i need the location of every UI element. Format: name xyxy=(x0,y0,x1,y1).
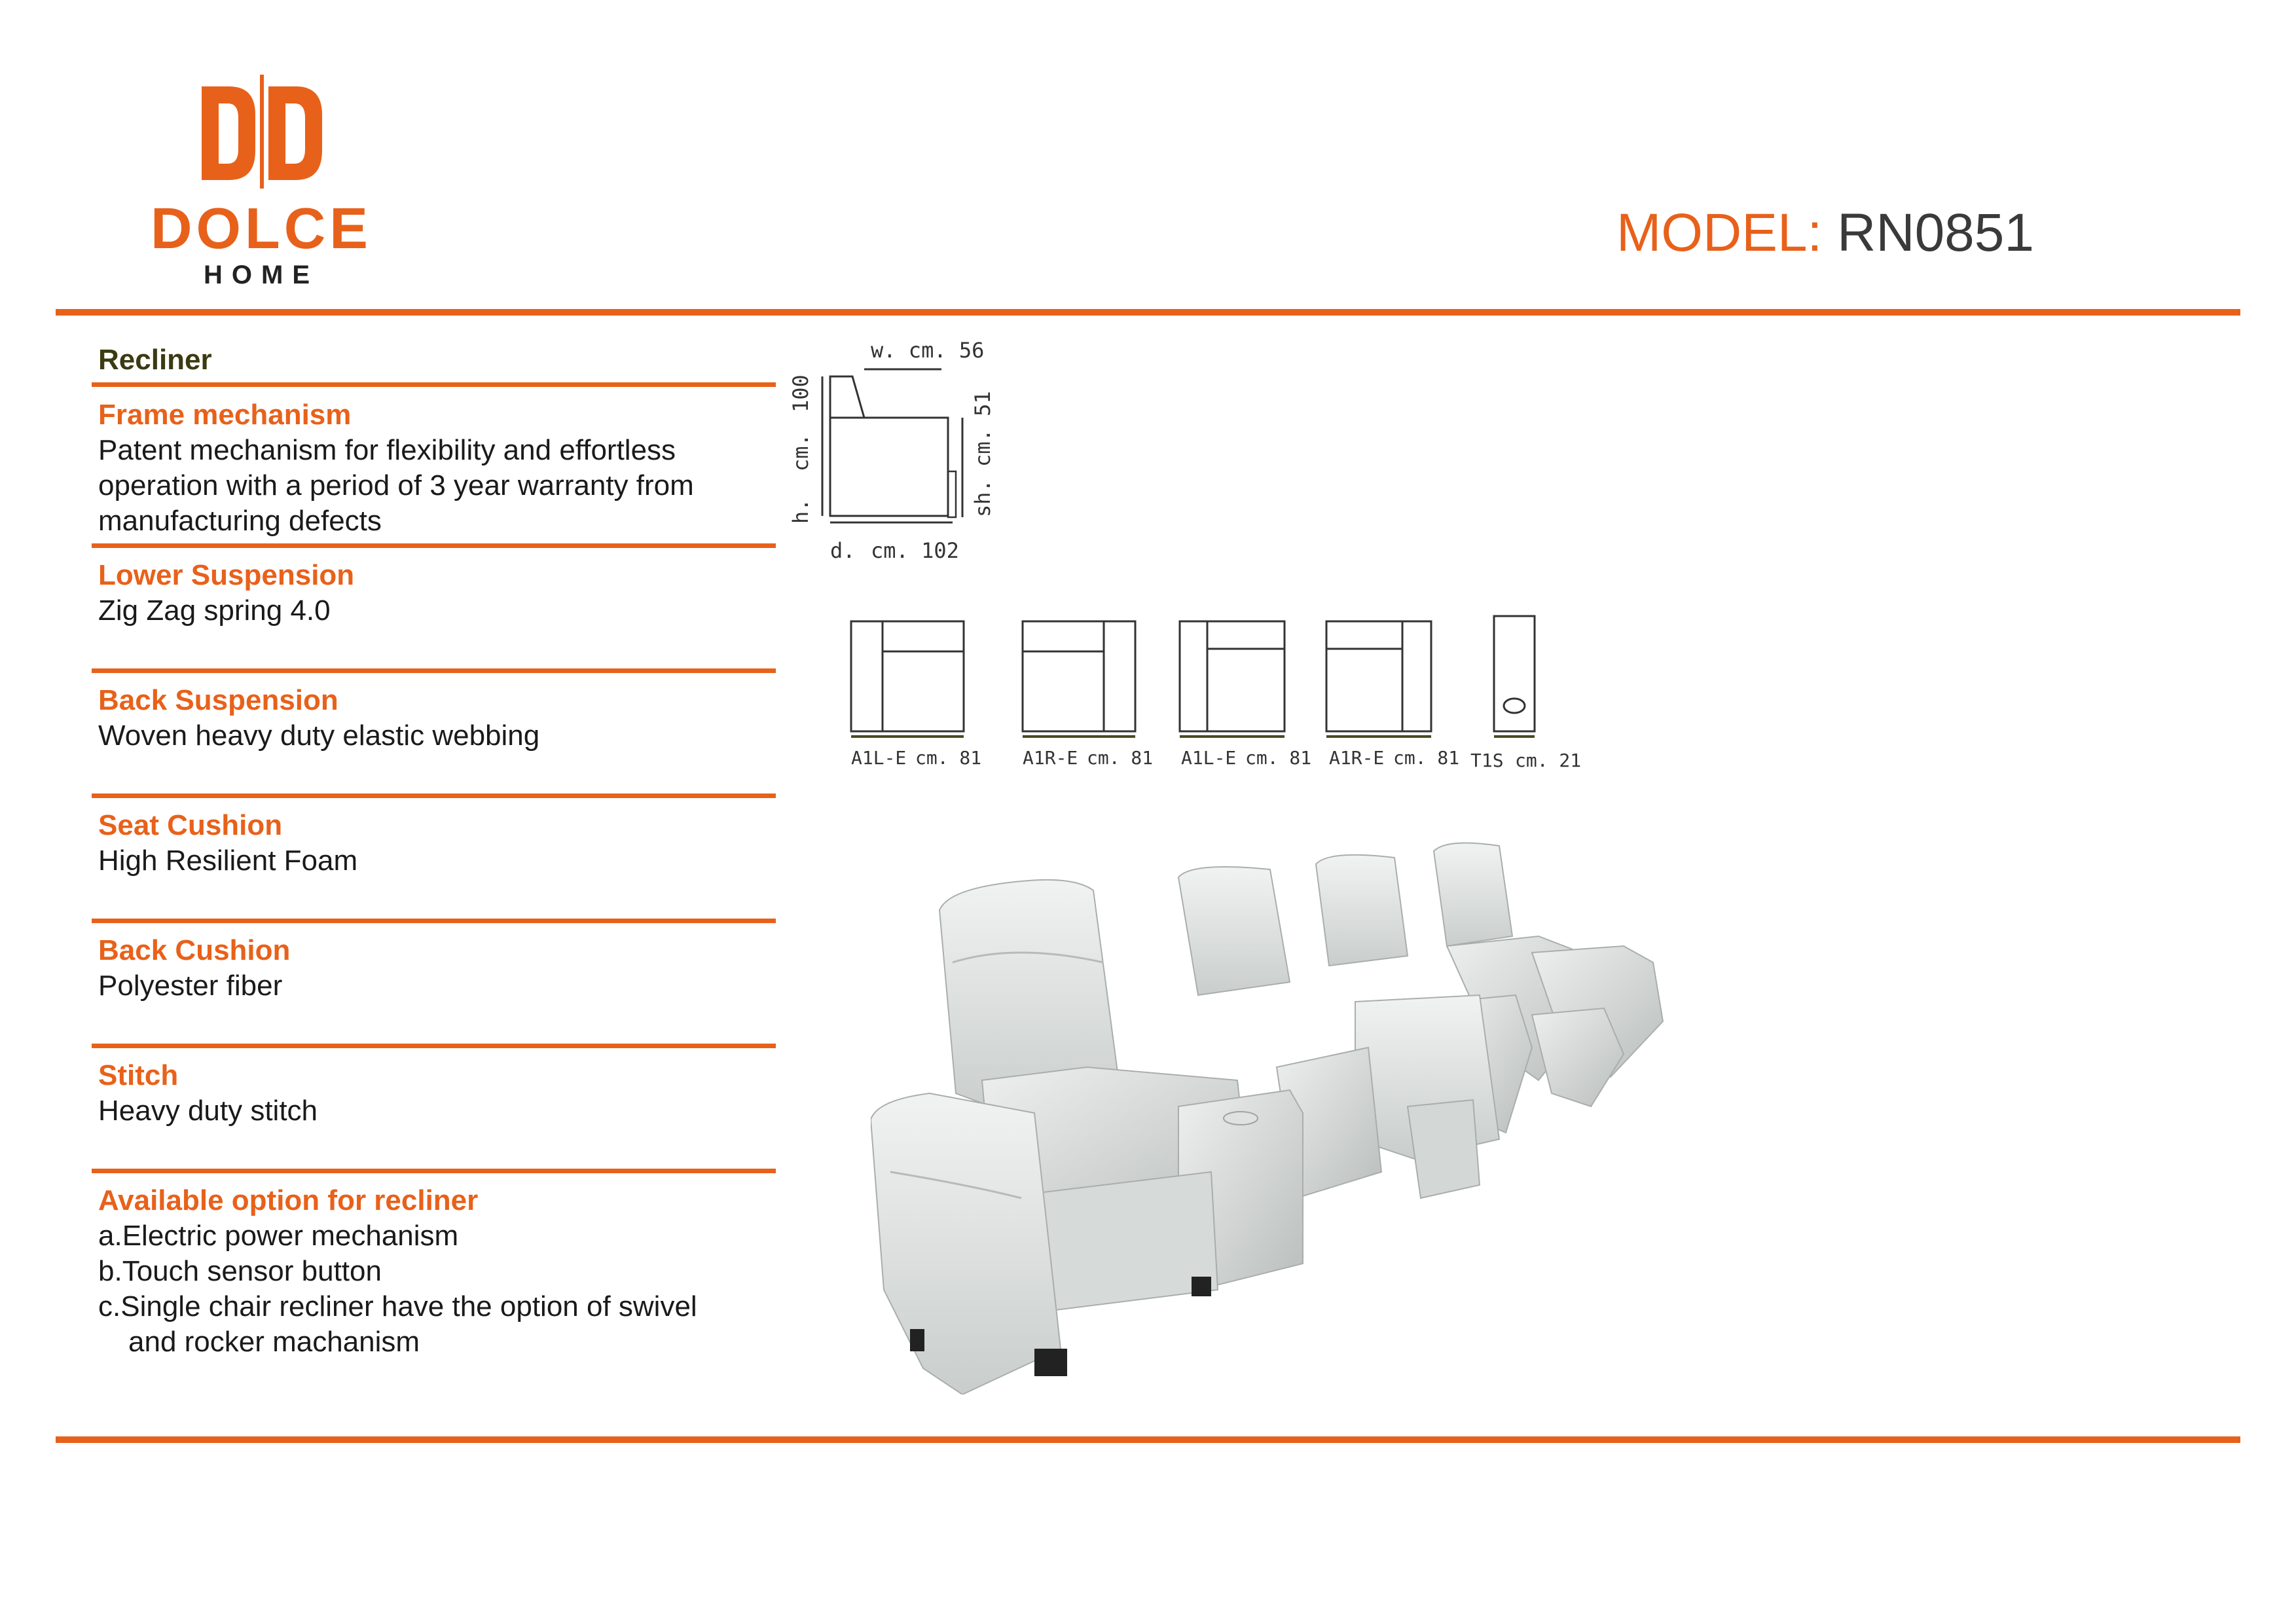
spec-title-seat-cushion: Seat Cushion xyxy=(98,809,283,841)
brand-subtitle: HOME xyxy=(204,261,319,289)
model-number: RN0851 xyxy=(1837,203,2034,263)
model-heading xyxy=(1616,203,2034,263)
side-profile-drawing xyxy=(779,334,1041,576)
spec-title-back-suspension: Back Suspension xyxy=(98,684,338,716)
module-plan-drawings xyxy=(845,612,1597,782)
module-code: A1L-E xyxy=(1181,747,1237,769)
dim-depth-prefix: d. xyxy=(830,538,856,563)
spec-text: High Resilient Foam xyxy=(98,845,358,877)
spec-text: Heavy duty stitch xyxy=(98,1095,318,1127)
module-a1l-e-1 xyxy=(851,621,981,769)
module-size: cm. 21 xyxy=(1515,750,1582,771)
product-photo-sofa xyxy=(871,831,1741,1395)
dim-height-prefix: h. xyxy=(788,498,813,524)
spec-text: manufacturing defects xyxy=(98,505,382,537)
module-size: cm. 81 xyxy=(915,747,982,769)
spec-divider xyxy=(92,543,776,548)
spec-title-frame: Frame mechanism xyxy=(98,399,352,431)
module-size: cm. 81 xyxy=(1393,747,1460,769)
spec-divider xyxy=(92,1169,776,1173)
spec-divider xyxy=(92,919,776,923)
dim-depth-label: cm. 102 xyxy=(871,538,959,563)
spec-title-back-cushion: Back Cushion xyxy=(98,934,291,966)
module-a1r-e-1 xyxy=(1023,621,1153,769)
module-a1r-e-2 xyxy=(1326,621,1459,769)
spec-divider xyxy=(92,382,776,387)
module-code: A1L-E xyxy=(851,747,907,769)
brand-name: DOLCE xyxy=(151,196,372,261)
module-t1s xyxy=(1470,616,1581,771)
spec-text: and rocker machanism xyxy=(128,1326,420,1358)
module-size: cm. 81 xyxy=(1087,747,1154,769)
module-size: cm. 81 xyxy=(1245,747,1312,769)
category-title: Recliner xyxy=(98,344,212,376)
header-divider xyxy=(56,309,2240,316)
module-code: T1S xyxy=(1470,750,1504,771)
module-a1l-e-2 xyxy=(1180,621,1311,769)
spec-text: operation with a period of 3 year warranty from xyxy=(98,469,694,501)
module-code: A1R-E xyxy=(1023,747,1078,769)
module-code: A1R-E xyxy=(1329,747,1385,769)
logo-dd-mark xyxy=(196,72,327,190)
spec-title-stitch: Stitch xyxy=(98,1059,179,1091)
dim-width-label: w. cm. 56 xyxy=(871,338,985,363)
dim-seat-height: sh. cm. 51 xyxy=(970,391,995,517)
spec-divider xyxy=(92,668,776,673)
spec-text: c.Single chair recliner have the option of swivel xyxy=(98,1290,697,1322)
model-label: MODEL: xyxy=(1616,203,1823,263)
dim-height-unit: cm. xyxy=(788,433,813,471)
spec-title-lower-suspension: Lower Suspension xyxy=(98,559,355,591)
spec-text: b.Touch sensor button xyxy=(98,1255,382,1287)
spec-text: Zig Zag spring 4.0 xyxy=(98,594,331,627)
footer-divider xyxy=(56,1436,2240,1443)
dim-height-value: 100 xyxy=(788,374,813,412)
spec-divider xyxy=(92,1044,776,1048)
spec-title-options: Available option for recliner xyxy=(98,1184,479,1216)
spec-text: Woven heavy duty elastic webbing xyxy=(98,720,540,752)
brand-logo xyxy=(131,72,393,295)
spec-text: Polyester fiber xyxy=(98,970,283,1002)
spec-text: a.Electric power mechanism xyxy=(98,1220,459,1252)
spec-text: Patent mechanism for flexibility and effortless xyxy=(98,434,676,466)
spec-divider xyxy=(92,793,776,798)
